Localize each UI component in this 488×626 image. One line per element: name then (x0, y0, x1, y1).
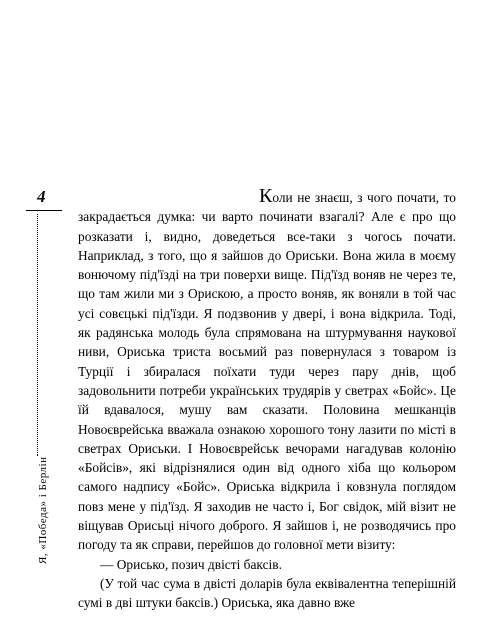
margin-rule (26, 210, 62, 211)
running-head-text: Я, «Победа» і Берлін (37, 456, 49, 564)
dotted-leader (37, 214, 38, 457)
first-paragraph (78, 186, 456, 555)
first-paragraph-text: оли не знаєш, з чого почати, то закрадається думка: чи варто починати взагалі? Але є про що розказати і, видно, доведеться все-таки з чогось почати. Наприклад, з того, що я зайшов до Ориськи. Вона жила в моєму вонючому під'їзді на три поверхи вище. Під'їзд воняв не через те, що там жили ми з Орискою, а просто воняв, як воняли в той час усі совєцькі під'їзди. Я подзвонив у двері, і вона відкрила. Тоді, як радянська молодь була спрямована на штурмування наукової ниви, Ориська триста восьмий раз повернулася з товаром із Турції і збиралася поїхати туди через пару днів, щоб задовольнити потреби українських трудярів у светрах «Бойс». Це їй вдавалося, мушу вам сказати. Половина мешканців Новоєврейська вважала ознакою хорошого тону лазити по місті в светрах Ориськи. І Новоєврейськ вечорами нагадував колонію «Бойсів», які відрізнялися один від одного хіба що кольором самого надпису «Бойс». Ориська відкрила і ковзнула поглядом повз мене у під'їзд. Я заходив не часто і, Бог свідок, мій візит не віщував Орисьці нічого доброго. Я зайшов і, не розводячись про погоду та як справи, перейшов до головної мети візиту: (78, 190, 456, 553)
dialogue-line: — Орисько, позич двісті баксів. (100, 556, 282, 572)
last-paragraph: (У той час сума в двісті доларів була еквівалентна теперішній сумі в дві штуки баксів.) Ориська, яка давно вже (78, 575, 456, 611)
initial-letter: К (259, 185, 273, 207)
page-number: 4 (37, 187, 46, 206)
body-text (78, 186, 456, 613)
running-head (32, 214, 54, 564)
